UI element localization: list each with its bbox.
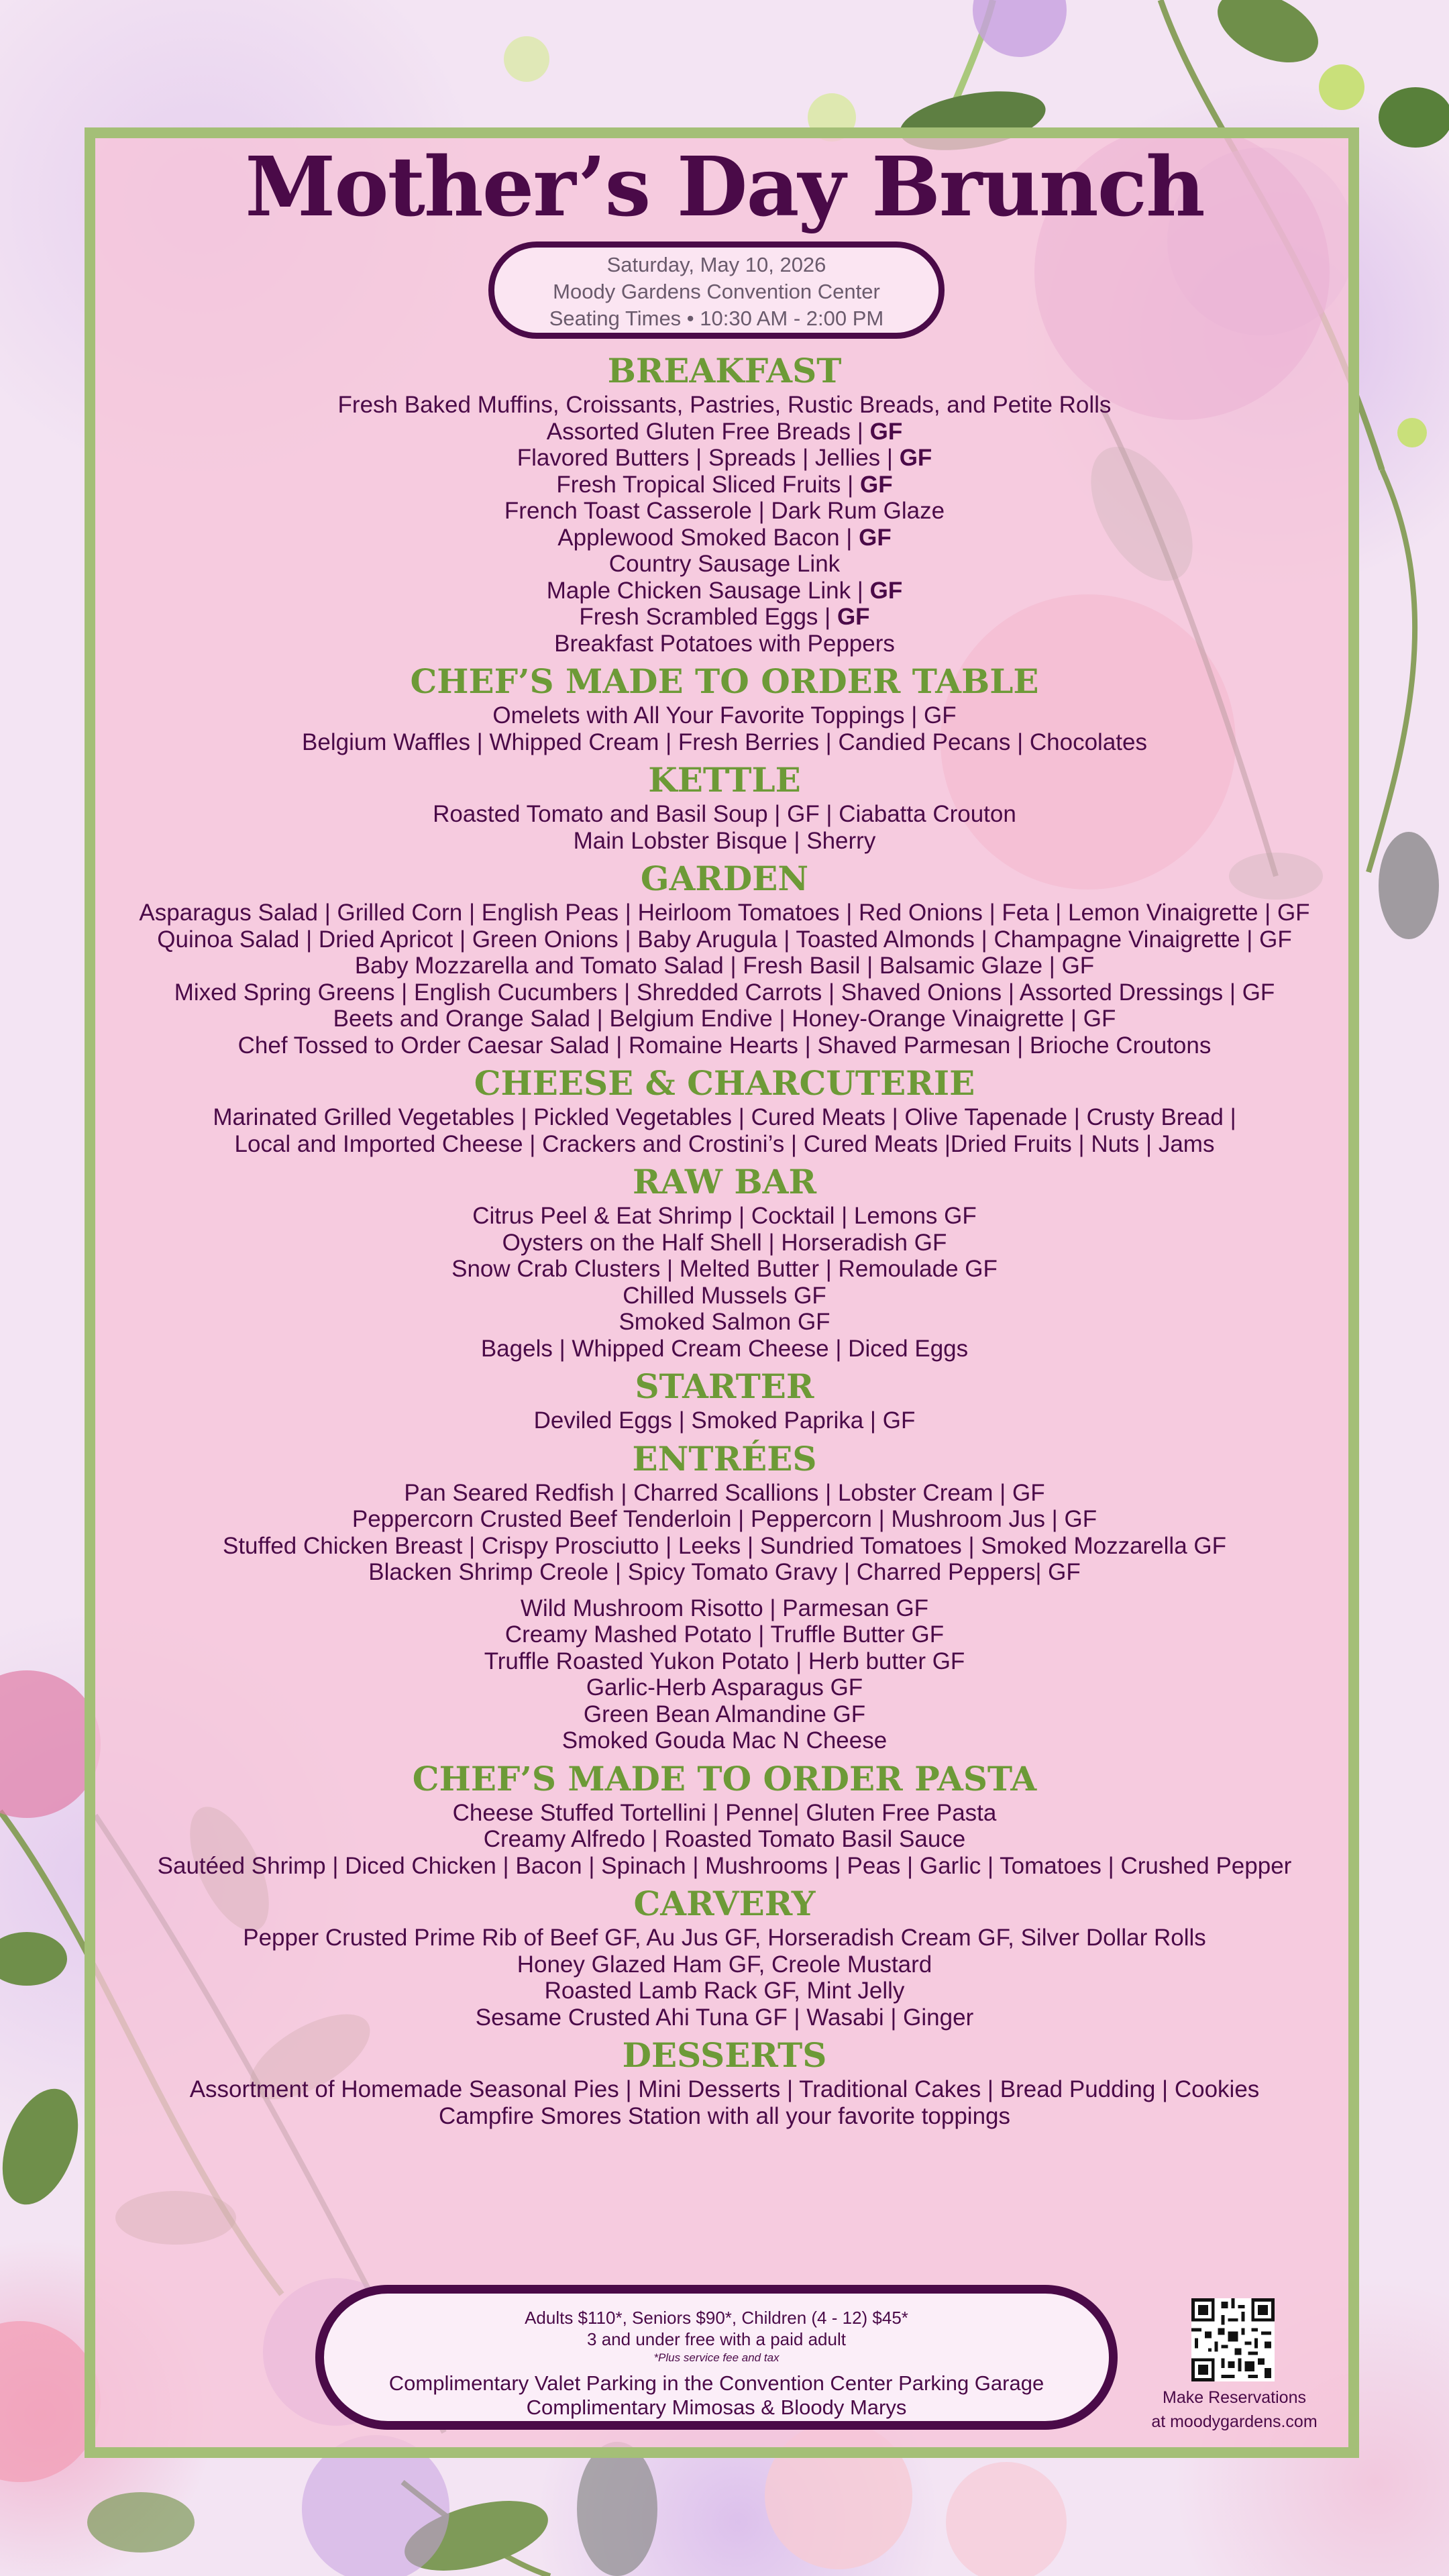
menu-item-text: Local and Imported Cheese | Crackers and Crostini’s | Cured Meats |Dried Fruits | Nuts | Jams bbox=[234, 1130, 1215, 1157]
menu-item bbox=[90, 2076, 1359, 2103]
menu-item-text: Creamy Alfredo | Roasted Tomato Basil Sauce bbox=[483, 1826, 966, 1852]
menu-item-text: Sesame Crusted Ahi Tuna GF | Wasabi | Ginger bbox=[475, 2004, 974, 2031]
menu-item bbox=[90, 604, 1359, 631]
menu-item-text: Snow Crab Clusters | Melted Butter | Remoulade GF bbox=[451, 1256, 998, 1282]
menu-item bbox=[90, 702, 1359, 729]
menu-item-text: Main Lobster Bisque | Sherry bbox=[573, 827, 876, 854]
menu-item bbox=[90, 1559, 1359, 1586]
page-title: Mother’s Day Brunch bbox=[245, 138, 1204, 235]
menu-item bbox=[90, 1674, 1359, 1701]
menu-item bbox=[90, 1826, 1359, 1853]
menu-item bbox=[90, 1800, 1359, 1827]
menu-item-text: Belgium Waffles | Whipped Cream | Fresh Berries | Candied Pecans | Chocolates bbox=[302, 729, 1147, 755]
event-seating-times: Seating Times • 10:30 AM - 2:00 PM bbox=[549, 307, 884, 330]
menu-item bbox=[90, 631, 1359, 657]
menu-item-text: Truffle Roasted Yukon Potato | Herb butter GF bbox=[484, 1648, 965, 1674]
menu-item bbox=[90, 525, 1359, 551]
gluten-free-tag: GF bbox=[869, 577, 903, 604]
menu-item bbox=[90, 953, 1359, 979]
menu-item bbox=[90, 392, 1359, 419]
reservation-link[interactable]: at moodygardens.com bbox=[1151, 2412, 1318, 2431]
menu-item-text: Flavored Butters | Spreads | Jellies | bbox=[517, 445, 900, 471]
menu-item-text: Fresh Tropical Sliced Fruits | bbox=[556, 471, 860, 498]
menu-item-text: Green Bean Almandine GF bbox=[583, 1701, 866, 1727]
menu-item bbox=[90, 1256, 1359, 1283]
menu-item bbox=[90, 1104, 1359, 1131]
menu-item-text: Creamy Mashed Potato | Truffle Butter GF bbox=[504, 1621, 945, 1648]
menu-item bbox=[90, 900, 1359, 926]
event-date: Saturday, May 10, 2026 bbox=[606, 253, 826, 276]
menu-item-text: Smoked Salmon GF bbox=[619, 1309, 830, 1335]
menu-item bbox=[90, 578, 1359, 604]
section-heading: STARTER bbox=[635, 1366, 814, 1406]
menu-item-text: Omelets with All Your Favorite Toppings | GF bbox=[492, 702, 957, 729]
reservation-info bbox=[1134, 2385, 1335, 2434]
menu-item bbox=[90, 1925, 1359, 1951]
menu-item-text: Garlic-Herb Asparagus GF bbox=[586, 1674, 863, 1701]
menu-item-text: Deviled Eggs | Smoked Paprika | GF bbox=[533, 1407, 916, 1434]
menu-item-text: Breakfast Potatoes with Peppers bbox=[554, 630, 895, 657]
event-details-box bbox=[488, 241, 945, 339]
menu-item-text: Peppercorn Crusted Beef Tenderloin | Peppercorn | Mushroom Jus | GF bbox=[352, 1506, 1097, 1532]
menu-item bbox=[90, 1978, 1359, 2004]
gluten-free-tag: GF bbox=[859, 524, 892, 551]
gluten-free-tag: GF bbox=[859, 471, 893, 498]
section-heading: CHEESE & CHARCUTERIE bbox=[474, 1063, 975, 1103]
section-heading: CHEF’S MADE TO ORDER TABLE bbox=[410, 661, 1039, 701]
menu-item-text: Assortment of Homemade Seasonal Pies | Mini Desserts | Traditional Cakes | Bread Pudding | Cookies bbox=[189, 2076, 1260, 2102]
fee-note: *Plus service fee and tax bbox=[653, 2351, 780, 2364]
menu-item-text: Smoked Gouda Mac N Cheese bbox=[561, 1727, 888, 1754]
menu-item bbox=[90, 1648, 1359, 1675]
drinks-note: Complimentary Mimosas & Bloody Marys bbox=[526, 2396, 907, 2419]
menu-item-text: Cheese Stuffed Tortellini | Penne| Gluten Free Pasta bbox=[452, 1799, 997, 1826]
gluten-free-tag: GF bbox=[869, 418, 903, 445]
menu-item bbox=[90, 472, 1359, 498]
reservation-qr-code[interactable] bbox=[1191, 2298, 1275, 2381]
menu-item-text: Quinoa Salad | Dried Apricot | Green Onions | Baby Arugula | Toasted Almonds | Champagne Vinaigrette | GF bbox=[157, 926, 1292, 953]
menu-item-text: Beets and Orange Salad | Belgium Endive | Honey-Orange Vinaigrette | GF bbox=[333, 1006, 1116, 1032]
menu-item bbox=[90, 1595, 1359, 1622]
pricing-box bbox=[315, 2285, 1118, 2430]
menu-item bbox=[90, 1283, 1359, 1309]
menu-item bbox=[90, 1701, 1359, 1728]
menu-item bbox=[90, 1230, 1359, 1256]
menu-item-text: Asparagus Salad | Grilled Corn | English Peas | Heirloom Tomatoes | Red Onions | Feta | Lemon Vinaigrette | GF bbox=[139, 900, 1310, 926]
menu-item-text: Wild Mushroom Risotto | Parmesan GF bbox=[520, 1595, 929, 1621]
menu-item-text: Campfire Smores Station with all your favorite toppings bbox=[438, 2102, 1011, 2129]
gluten-free-tag: GF bbox=[899, 445, 932, 471]
menu-item bbox=[90, 801, 1359, 828]
valet-note: Complimentary Valet Parking in the Convention Center Parking Garage bbox=[388, 2371, 1044, 2395]
menu-item bbox=[90, 1533, 1359, 1560]
menu-item-text: Assorted Gluten Free Breads | bbox=[546, 418, 870, 445]
menu-item bbox=[90, 926, 1359, 953]
menu-item bbox=[90, 1951, 1359, 1978]
menu-item-text: Baby Mozzarella and Tomato Salad | Fresh Basil | Balsamic Glaze | GF bbox=[354, 953, 1095, 979]
menu-item-text: Blacken Shrimp Creole | Spicy Tomato Gravy | Charred Peppers| GF bbox=[368, 1559, 1081, 1585]
menu-item bbox=[90, 1309, 1359, 1336]
free-note: 3 and under free with a paid adult bbox=[587, 2329, 846, 2349]
menu-item bbox=[90, 1480, 1359, 1507]
section-heading: BREAKFAST bbox=[607, 351, 842, 390]
menu-item-text: Applewood Smoked Bacon | bbox=[557, 524, 859, 551]
section-heading: CARVERY bbox=[633, 1884, 816, 1923]
menu-item bbox=[90, 828, 1359, 855]
menu-item bbox=[90, 498, 1359, 525]
section-heading: RAW BAR bbox=[632, 1162, 817, 1201]
menu-item bbox=[90, 2103, 1359, 2130]
menu-item bbox=[90, 1336, 1359, 1362]
menu-item-text: Fresh Scrambled Eggs | bbox=[579, 604, 837, 630]
menu-item-text: Bagels | Whipped Cream Cheese | Diced Eggs bbox=[480, 1335, 969, 1362]
menu-item bbox=[90, 1203, 1359, 1230]
section-heading: CHEF’S MADE TO ORDER PASTA bbox=[412, 1758, 1037, 1799]
reservation-line-1: Make Reservations bbox=[1163, 2388, 1306, 2407]
section-heading: ENTRÉES bbox=[632, 1438, 817, 1479]
menu-item-text: Roasted Tomato and Basil Soup | GF | Ciabatta Crouton bbox=[433, 801, 1016, 827]
section-heading: DESSERTS bbox=[622, 2035, 827, 2075]
menu-item-text: Maple Chicken Sausage Link | bbox=[546, 577, 870, 604]
menu-item bbox=[90, 419, 1359, 445]
event-venue: Moody Gardens Convention Center bbox=[553, 280, 880, 303]
menu-item-text: Marinated Grilled Vegetables | Pickled Vegetables | Cured Meats | Olive Tapenade | Crusty Bread | bbox=[213, 1104, 1236, 1130]
gluten-free-tag: GF bbox=[837, 604, 870, 630]
menu-item-text: Citrus Peel & Eat Shrimp | Cocktail | Lemons GF bbox=[472, 1203, 977, 1229]
menu-item bbox=[90, 1006, 1359, 1032]
menu-item bbox=[90, 729, 1359, 756]
pricing-text: Adults $110*, Seniors $90*, Children (4 - 12) $45* bbox=[525, 2308, 908, 2328]
menu-item-text: Mixed Spring Greens | English Cucumbers | Shredded Carrots | Shaved Onions | Assorted Dressings | GF bbox=[174, 979, 1275, 1006]
menu-item-text: French Toast Casserole | Dark Rum Glaze bbox=[504, 498, 945, 524]
menu-item bbox=[90, 2004, 1359, 2031]
menu-item bbox=[90, 445, 1359, 472]
menu-item-text: Country Sausage Link bbox=[608, 551, 841, 577]
menu-item bbox=[90, 1131, 1359, 1158]
menu-item-text: Chilled Mussels GF bbox=[623, 1282, 826, 1309]
section-heading: KETTLE bbox=[648, 760, 801, 800]
section-heading: GARDEN bbox=[640, 859, 809, 898]
menu-item bbox=[90, 551, 1359, 578]
menu-sections bbox=[90, 350, 1359, 2129]
menu-item bbox=[90, 1032, 1359, 1059]
menu-item bbox=[90, 1407, 1359, 1434]
menu-item bbox=[90, 979, 1359, 1006]
menu-item bbox=[90, 1506, 1359, 1533]
menu-item-text: Roasted Lamb Rack GF, Mint Jelly bbox=[544, 1978, 905, 2004]
menu-item bbox=[90, 1727, 1359, 1754]
menu-item-text: Honey Glazed Ham GF, Creole Mustard bbox=[517, 1951, 932, 1978]
menu-item-text: Fresh Baked Muffins, Croissants, Pastries, Rustic Breads, and Petite Rolls bbox=[337, 392, 1112, 418]
menu-item-text: Stuffed Chicken Breast | Crispy Prosciutto | Leeks | Sundried Tomatoes | Smoked Mozzarella GF bbox=[222, 1532, 1226, 1559]
menu-item-text: Chef Tossed to Order Caesar Salad | Romaine Hearts | Shaved Parmesan | Brioche Croutons bbox=[237, 1032, 1212, 1059]
menu-item bbox=[90, 1853, 1359, 1880]
menu-item-text: Pan Seared Redfish | Charred Scallions | Lobster Cream | GF bbox=[404, 1479, 1045, 1506]
menu-item-text: Sautéed Shrimp | Diced Chicken | Bacon | Spinach | Mushrooms | Peas | Garlic | Tomatoes | Crushed Pepper bbox=[157, 1852, 1292, 1879]
menu-item-text: Oysters on the Half Shell | Horseradish GF bbox=[502, 1229, 947, 1256]
group-spacer bbox=[90, 1586, 1359, 1595]
menu-item bbox=[90, 1621, 1359, 1648]
menu-item-text: Pepper Crusted Prime Rib of Beef GF, Au Jus GF, Horseradish Cream GF, Silver Dollar Rolls bbox=[243, 1925, 1206, 1951]
